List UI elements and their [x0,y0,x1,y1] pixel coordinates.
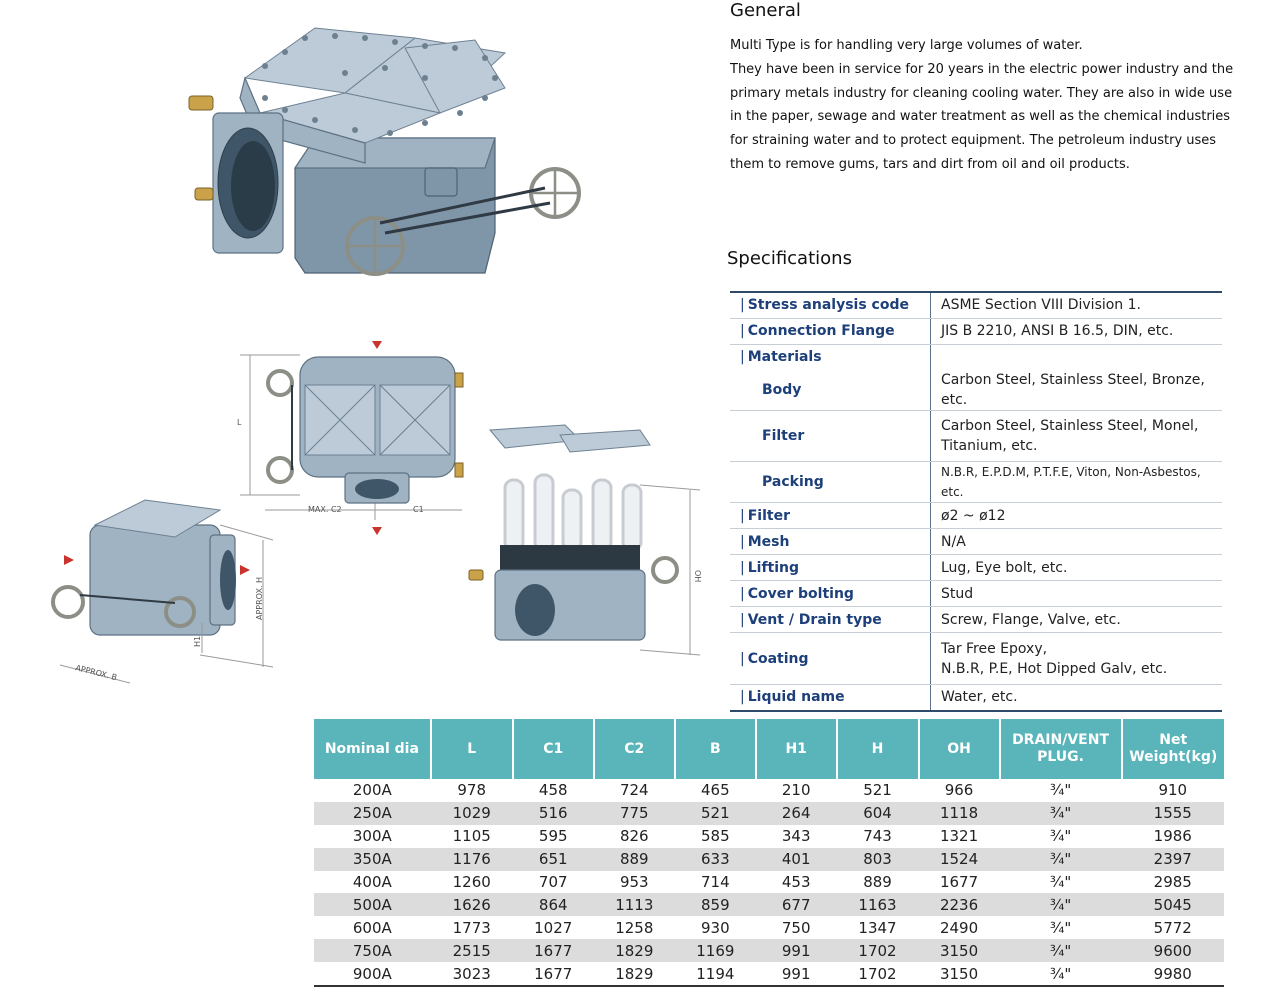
spec-value: Carbon Steel, Stainless Steel, Bronze, etc. [931,370,1223,411]
dim-label-max-c2: MAX. C2 [308,505,342,514]
spec-value: JIS B 2210, ANSI B 16.5, DIN, etc. [931,318,1223,344]
dimensions-cell: 953 [619,873,649,891]
dimensions-cell: 521 [675,802,756,825]
dimensions-cell: 2397 [1122,848,1224,871]
dimensions-cell: 1773 [452,918,491,937]
dimensions-cell: 521 [863,781,892,800]
dimensions-column-header: H [837,719,919,779]
spec-row: | Liquid name Water, etc. [730,685,1222,711]
dimensions-cell: 889 [594,848,675,871]
dimensions-cell: 2515 [431,939,513,962]
dimensions-cell: 677 [756,893,837,916]
dimensions-header-row [314,719,1224,779]
spec-row: | Mesh N/A [730,529,1222,555]
spec-value: Screw, Flange, Valve, etc. [931,607,1223,633]
dimensions-row [314,893,1224,916]
strainer-product-image [185,18,585,303]
spec-value: Tar Free Epoxy, [941,640,1048,657]
dimensions-cell: 910 [1158,781,1188,800]
spec-label: Materials [747,349,822,366]
dimensions-column-header: H1 [756,719,837,779]
spec-label: Coating [747,650,809,667]
dimensions-cell: ¾" [1000,848,1122,871]
dimensions-cell: 1118 [919,802,1000,825]
dimensions-cell: ¾" [1049,918,1072,937]
dimensions-cell: 1258 [615,918,654,937]
dimensions-cell: 775 [594,802,675,825]
spec-value: ø2 ~ ø12 [931,503,1223,529]
spec-row: | Coating Tar Free Epoxy, N.B.R, P.E, Hot Dipped Galv, etc. [730,633,1222,685]
spec-value-cont: Titanium, etc. [941,438,1038,454]
dimensions-row [314,939,1224,962]
dimensions-cell: 1986 [1153,827,1192,846]
dimensions-cell: 1163 [837,893,919,916]
spec-value: Carbon Steel, Stainless Steel, Monel, [941,418,1199,434]
dimensions-cell: 1702 [837,962,919,986]
dimensions-cell: ¾" [1049,873,1072,891]
dimensions-cell: 1626 [431,893,513,916]
dimensions-cell: 458 [538,781,568,800]
spec-row: | Stress analysis code ASME Section VIII Division 1. [730,292,1222,318]
spec-label: Body [730,370,931,411]
dimensions-row [314,779,1224,802]
dimensions-cell: 1029 [431,802,513,825]
dimensions-cell: 400A [352,873,392,891]
dimensions-cell: 1702 [837,939,919,962]
spec-label: Filter [730,411,931,462]
spec-value [931,344,1223,370]
dimensions-cell: ¾" [1000,962,1122,986]
dimensions-column-header: C1 [513,719,594,779]
dimensions-cell: 1555 [1122,802,1224,825]
spec-label: Cover bolting [747,585,854,602]
dimensions-cell: 966 [944,781,974,800]
spec-value: Stud [931,581,1223,607]
spec-value-cont: N.B.R, P.E, Hot Dipped Galv, etc. [941,660,1168,677]
dimensions-cell: 889 [863,873,892,891]
specifications-heading: Specifications [727,248,852,269]
dim-label-c1: C1 [413,505,424,514]
spec-label: Vent / Drain type [747,611,882,628]
dimensions-cell: ¾" [1000,939,1122,962]
dimensions-cell: 724 [619,781,649,800]
dimensions-cell: 300A [352,827,392,846]
dimensions-cell: 750 [781,918,811,937]
spec-row: | Filter ø2 ~ ø12 [730,503,1222,529]
dimensions-cell: 465 [701,781,730,800]
dimensions-cell: 5772 [1153,918,1192,937]
dim-label-h1: H1 [193,635,202,647]
dimensions-cell: 200A [352,781,392,800]
dimensions-cell: 900A [314,962,431,986]
dimensions-cell: 3150 [919,939,1000,962]
spec-label: Packing [730,462,931,503]
dimensions-cell: 1176 [431,848,513,871]
dimensions-cell: 978 [457,781,487,800]
dimensions-cell: 453 [781,873,811,891]
dimensions-cell: ¾" [1049,827,1072,846]
dimensions-cell: 803 [837,848,919,871]
dimensions-column-header: C2 [594,719,675,779]
dimensions-cell: 3023 [431,962,513,986]
spec-row: | Cover bolting Stud [730,581,1222,607]
dimensions-cell: 864 [513,893,594,916]
dimensions-cell: ¾" [1000,802,1122,825]
spec-label: Stress analysis code [747,297,909,314]
spec-row: | Lifting Lug, Eye bolt, etc. [730,555,1222,581]
dimensions-cell: 1677 [939,873,979,891]
general-line-2: They have been in service for 20 years in the electric power industry and the primary metals industry for cleaning cooling water. They are also in wide use in the paper, sewage and water treatment as well as the chemical industries for straining water and to protect equipment. The petroleum industry uses them to remove gums, tars and dirt from oil and oil products. [730,61,1234,172]
dimensions-row [314,802,1224,825]
general-heading: General [730,0,801,21]
dimensions-cell: 585 [701,827,730,846]
dimensions-cell: 859 [675,893,756,916]
spec-row: | Vent / Drain type Screw, Flange, Valve, etc. [730,607,1222,633]
dimensions-cell: 9600 [1122,939,1224,962]
dimensions-cell: 1105 [452,827,491,846]
dimensions-cell: 3150 [919,962,1000,986]
spec-label: Liquid name [747,689,845,706]
dimensions-column-header: Nominal dia [314,719,431,779]
spec-label: Filter [747,507,790,524]
dimensions-cell: 743 [863,827,892,846]
spec-row: | Materials [730,344,1222,370]
specifications-table [730,291,1222,712]
dimensions-cell: 651 [513,848,594,871]
dimensions-cell: 343 [781,827,811,846]
dimensions-cell: 604 [837,802,919,825]
dimensions-cell: 826 [619,827,649,846]
dimensions-column-header: Net Weight(kg) [1122,719,1224,779]
dimensions-cell: ¾" [1000,893,1122,916]
dimensions-cell: 1677 [513,962,594,986]
dimensions-cell: 250A [314,802,431,825]
spec-value: ASME Section VIII Division 1. [931,292,1223,318]
spec-value: Lug, Eye bolt, etc. [931,555,1223,581]
dimensions-table [314,719,1224,987]
spec-label: Mesh [747,533,790,550]
dimensions-cell: 930 [701,918,730,937]
dimensions-cell: 1321 [939,827,979,846]
dimensions-cell: 1524 [919,848,1000,871]
dimensions-row [314,962,1224,986]
dimensions-cell: 5045 [1122,893,1224,916]
dim-label-l: L [237,418,242,427]
dimensions-cell: 714 [701,873,730,891]
dimensions-cell: 264 [756,802,837,825]
dim-label-approx-b: APPROX. B [74,663,118,683]
exploded-view-drawing [465,410,710,665]
dimensions-cell: 1829 [594,939,675,962]
dimensions-cell: 991 [756,962,837,986]
dimensions-cell: 1027 [534,918,573,937]
dimensions-cell: 1194 [675,962,756,986]
dimensions-cell: 1347 [858,918,897,937]
dimensions-cell: 1260 [452,873,491,891]
spec-label: Connection Flange [747,323,895,339]
dimensions-cell: 750A [314,939,431,962]
dimensions-row [314,871,1224,894]
dimensions-cell: 633 [675,848,756,871]
dimensions-cell: 2490 [939,918,979,937]
dimensions-cell: 1113 [594,893,675,916]
spec-row: | Connection Flange JIS B 2210, ANSI B 16.5, DIN, etc. [730,318,1222,344]
spec-value: Water, etc. [931,685,1223,711]
dimensions-cell: 516 [513,802,594,825]
dimensions-cell: 1169 [675,939,756,962]
dimensions-cell: 1829 [594,962,675,986]
dimensions-cell: 991 [756,939,837,962]
dimensions-cell: 707 [538,873,568,891]
dimensions-cell: 401 [756,848,837,871]
dimensions-column-header: L [431,719,513,779]
dim-label-oh: OH [693,570,702,583]
spec-row [730,462,1222,503]
dimensions-column-header: DRAIN/VENT PLUG. [1000,719,1122,779]
dimensions-cell: 2985 [1153,873,1192,891]
dimensions-cell: 500A [314,893,431,916]
dimensions-cell: 595 [538,827,568,846]
dim-label-approx-h: APPROX. H [255,576,264,620]
spec-value: N.B.R, E.P.D.M, P.T.F.E, Viton, Non-Asbestos, etc. [931,462,1223,503]
dimensions-row [314,916,1224,939]
dimensions-cell: 210 [781,781,811,800]
side-view-drawing [50,495,280,685]
dimensions-row [314,848,1224,871]
dimensions-cell: 9980 [1122,962,1224,986]
spec-label: Lifting [747,559,800,576]
dimensions-row [314,825,1224,848]
general-description [730,34,1235,177]
dimensions-cell: 2236 [919,893,1000,916]
spec-row [730,370,1222,411]
general-line-1: Multi Type is for handling very large volumes of water. [730,38,1083,53]
dimensions-cell: ¾" [1049,781,1072,800]
dimensions-cell: 600A [352,918,392,937]
spec-row [730,411,1222,462]
dimensions-cell: 1677 [513,939,594,962]
spec-value: N/A [931,529,1223,555]
dimensions-cell: 350A [314,848,431,871]
dimensions-column-header: B [675,719,756,779]
dimensions-column-header: OH [919,719,1000,779]
